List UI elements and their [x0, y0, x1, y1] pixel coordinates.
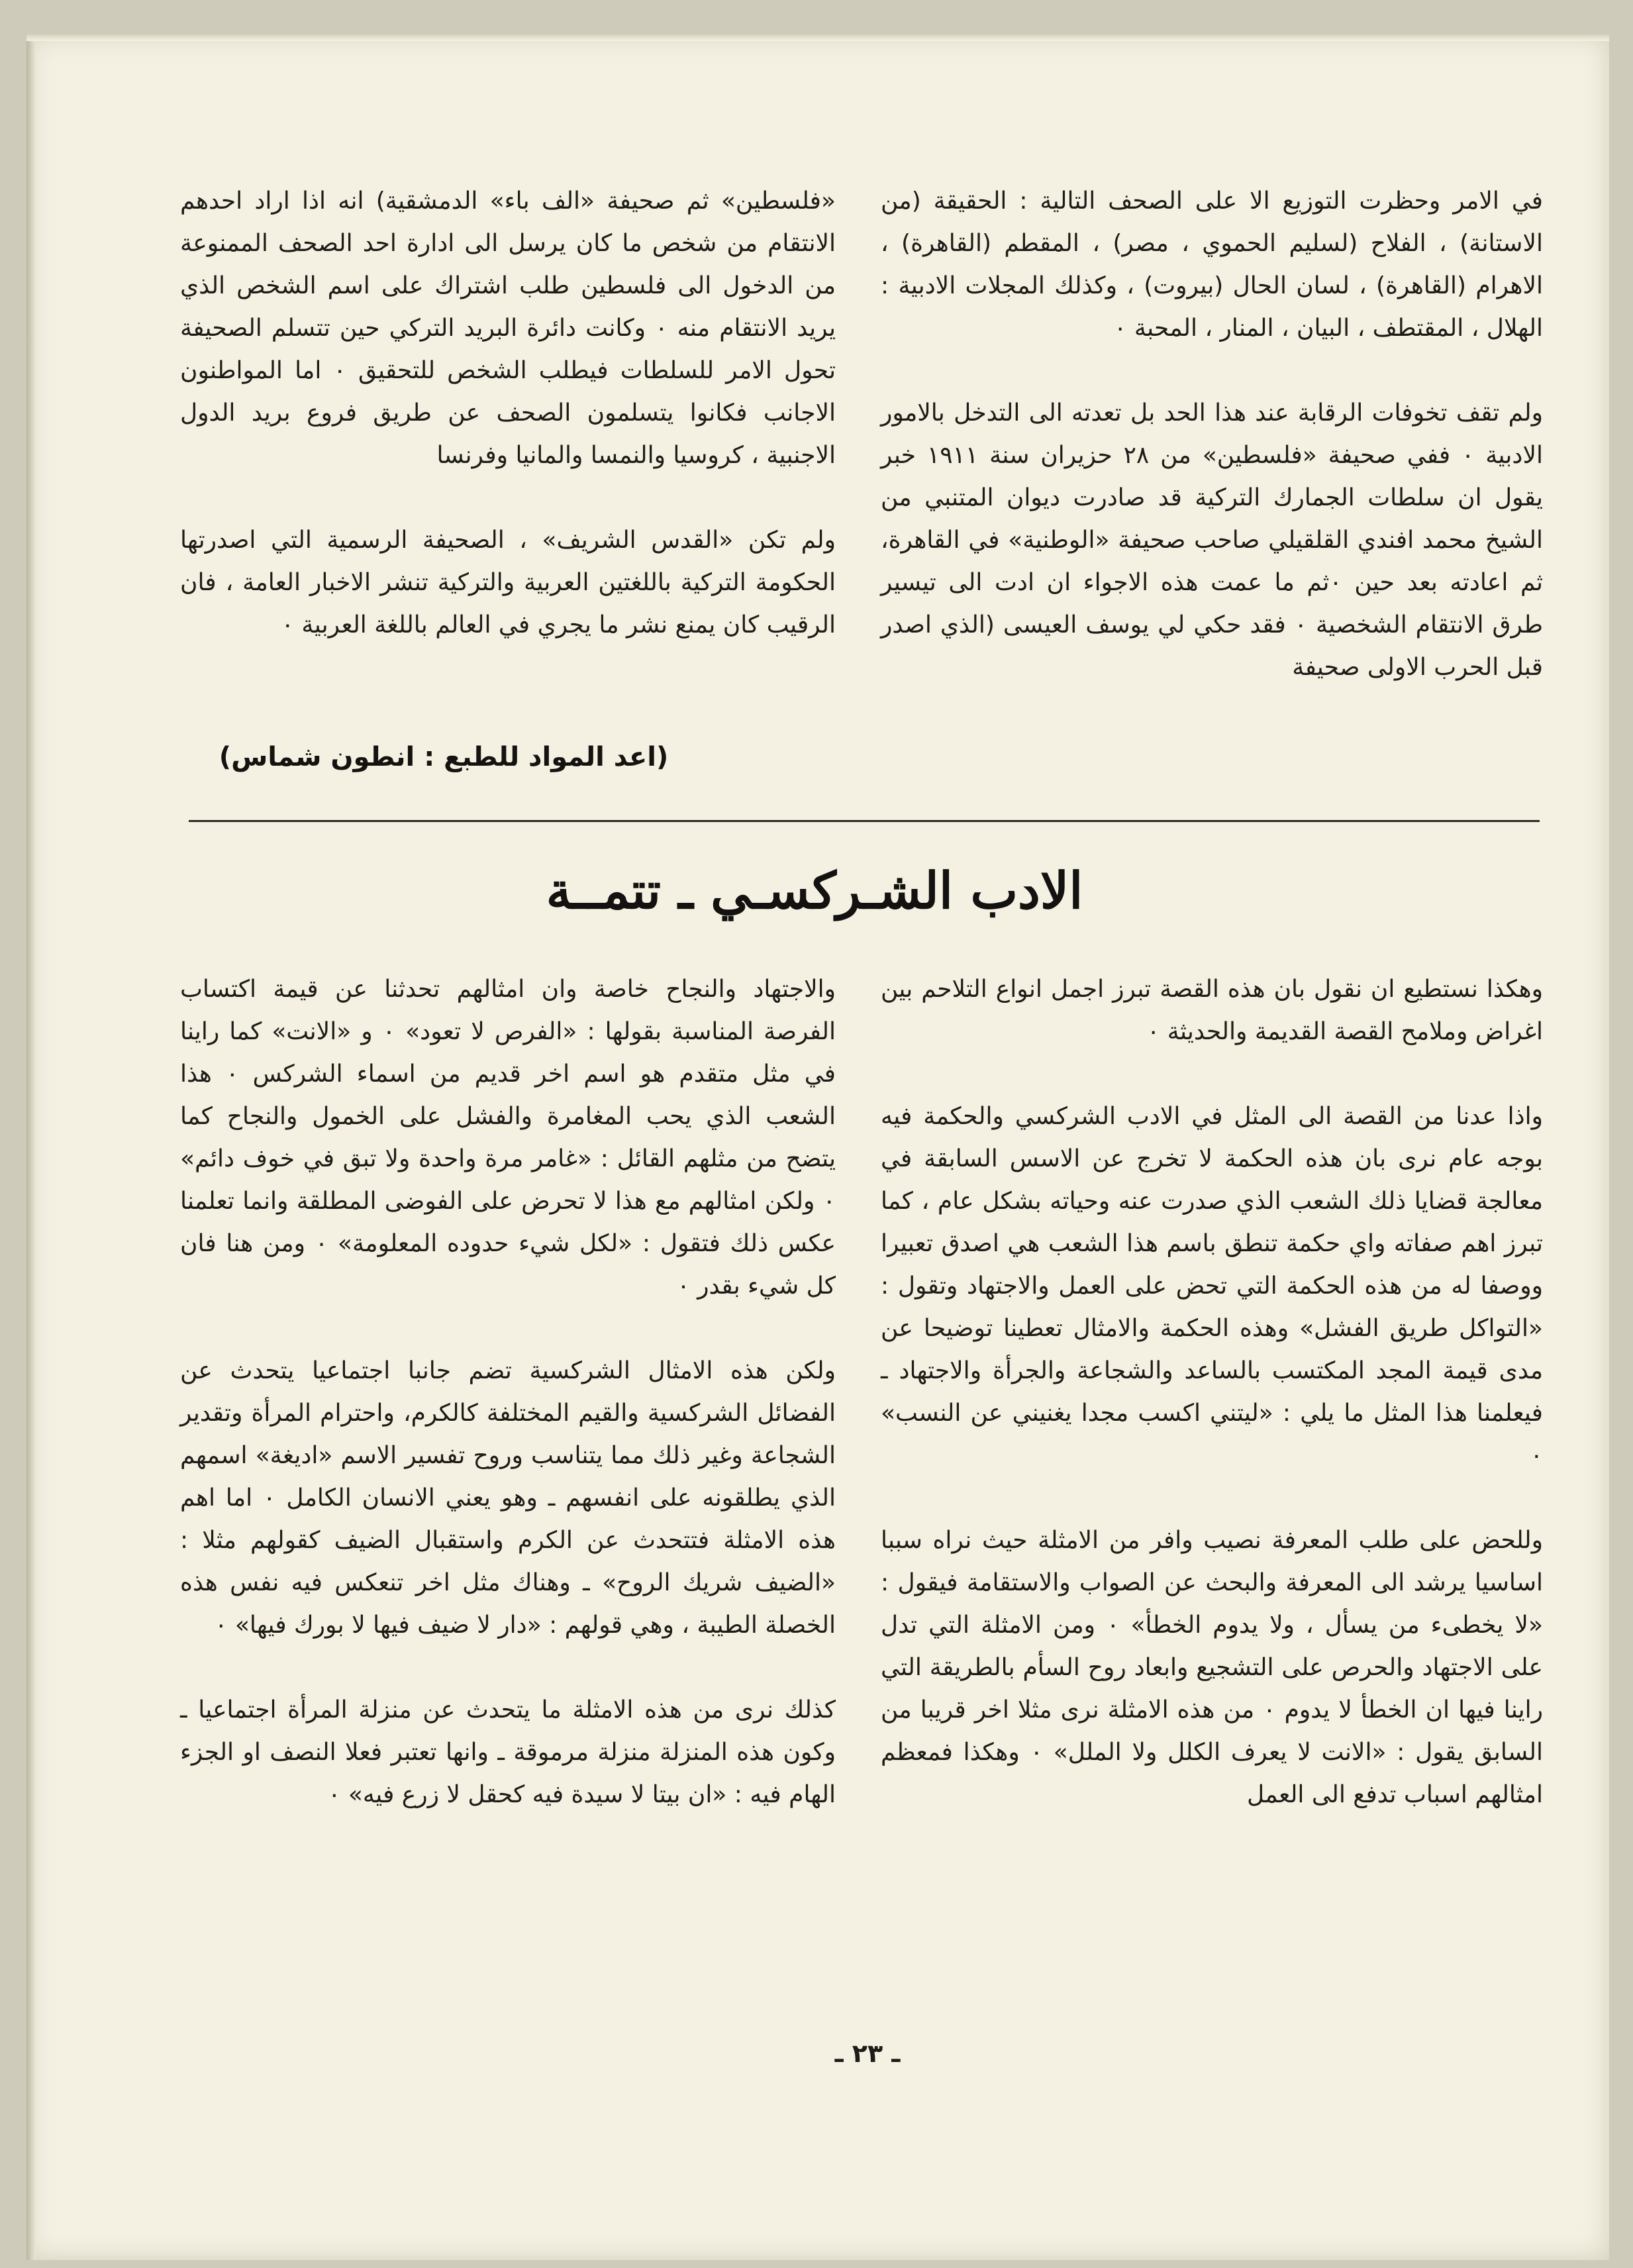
paragraph: واذا عدنا من القصة الى المثل في الادب الشركسي والحكمة فيه بوجه عام نرى بان هذه الحكمة لا تخرج عن الاسس السابقة في معالجة قضايا ذلك الشعب الذي صدرت عنه وحياته بشكل عام ، كما تبرز اهم صفاته واي حكمة تنطق باسم هذا الشعب هي اصدق تعبيرا ووصفا له من هذه الحكمة التي تحض على العمل والاجتهاد وتقول : «التواكل طريق الفشل» وهذه الحكمة والامثال تعطينا توضيحا عن مدى قيمة المجد المكتسب بالساعد والشجاعة والجرأة والاجتهاد ـ فيعلمنا هذا المثل ما يلي : «ليتني اكسب مجدا يغنيني عن النسب» ٠: [881, 1103, 1543, 1469]
paragraph: ولكن هذه الامثال الشركسية تضم جانبا اجتماعيا يتحدث عن الفضائل الشركسية والقيم المختلفة كالكرم، واحترام المرأة وتقدير الشجاعة وغير ذلك مما يتناسب وروح تفسير الاسم «اديغة» اسمهم الذي يطلقونه على انفسهم ـ وهو يعني الانسان الكامل ٠ اما اهم هذه الامثلة فتتحدث عن الكرم واستقبال الضيف كقولهم مثلا : «الضيف شريك الروح» ـ وهناك مثل اخر تنعكس فيه نفس هذه الخصلة الطيبة ، وهي قولهم : «دار لا ضيف فيها لا بورك فيها» ٠: [180, 1357, 836, 1639]
page-fold-shadow: [26, 34, 36, 2260]
article-left-column: [180, 968, 836, 1816]
paragraph: في الامر وحظرت التوزيع الا على الصحف التالية : الحقيقة (من الاستانة) ، الفلاح (لسليم الحموي ، مصر) ، المقطم (القاهرة) ، الاهرام (القاهرة) ، لسان الحال (بيروت) ، وكذلك المجلات الادبية : الهلال ، المقتطف ، البيان ، المنار ، المحبة ٠: [881, 187, 1543, 342]
paragraph: والاجتهاد والنجاح خاصة وان امثالهم تحدثنا عن قيمة اكتساب الفرصة المناسبة بقولها : «الفرص لا تعود» ٠ و «الانت» كما راينا في مثل متقدم هو اسم اخر قديم من اسماء الشركس ٠ هذا الشعب الذي يحب المغامرة والفشل على الخمول والنجاح كما يتضح من مثلهم القائل : «غامر مرة واحدة ولا تبق في خوف دائم» ٠ ولكن امثالهم مع هذا لا تحرض على الفوضى المطلقة وانما تعلمنا عكس ذلك فتقول : «لكل شيء حدوده المعلومة» ٠ ومن هنا فان كل شيء بقدر ٠: [180, 976, 836, 1300]
page-number: ـ ٢٣ ـ: [834, 2039, 901, 2068]
paragraph: ولم تكن «القدس الشريف» ، الصحيفة الرسمية التي اصدرتها الحكومة التركية باللغتين العربية والتركية تنشر الاخبار العامة ، فان الرقيب كان يمنع نشر ما يجري في العالم باللغة العربية ٠: [180, 527, 836, 639]
article-right-column: [881, 968, 1543, 1816]
paragraph: كذلك نرى من هذه الامثلة ما يتحدث عن منزلة المرأة اجتماعيا ـ وكون هذه المنزلة منزلة مرموقة ـ وانها تعتبر فعلا النصف او الجزء الهام فيه : «ان بيتا لا سيدة فيه كحقل لا زرع فيه» ٠: [180, 1696, 836, 1808]
editor-credit: (اعد المواد للطبع : انطون شماس): [219, 742, 669, 772]
section-divider: [189, 820, 1540, 822]
page-top-edge: [26, 34, 1609, 41]
paragraph: ولم تقف تخوفات الرقابة عند هذا الحد بل تعدته الى التدخل بالامور الادبية ٠ ففي صحيفة «فلسطين» من ٢٨ حزيران سنة ١٩١١ خبر يقول ان سلطات الجمارك التركية قد صادرت ديوان المتنبي من الشيخ محمد افندي القلقيلي صاحب صحيفة «الوطنية» في القاهرة، ثم اعادته بعد حين ٠ثم ما عمت هذه الاجواء ان ادت الى تيسير طرق الانتقام الشخصية ٠ فقد حكي لي يوسف العيسى (الذي اصدر قبل الحرب الاولى صحيفة: [881, 399, 1543, 681]
paragraph: «فلسطين» ثم صحيفة «الف باء» الدمشقية) انه اذا اراد احدهم الانتقام من شخص ما كان يرسل الى ادارة احد الصحف الممنوعة من الدخول الى فلسطين طلب اشتراك على اسم الشخص الذي يريد الانتقام منه ٠ وكانت دائرة البريد التركي حين تتسلم الصحيفة تحول الامر للسلطات فيطلب الشخص للتحقيق ٠ اما المواطنون الاجانب فكانوا يتسلمون الصحف عن طريق فروع بريد الدول الاجنبية ، كروسيا والنمسا والمانيا وفرنسا: [180, 187, 836, 469]
article-headline: الادب الشـركسـي ـ تتمــة: [546, 861, 1083, 920]
top-right-column: [881, 180, 1543, 689]
paragraph: وهكذا نستطيع ان نقول بان هذه القصة تبرز اجمل انواع التلاحم بين اغراض وملامح القصة القديمة والحديثة ٠: [881, 976, 1543, 1045]
top-left-column: [180, 180, 836, 646]
paragraph: وللحض على طلب المعرفة نصيب وافر من الامثلة حيث نراه سببا اساسيا يرشد الى المعرفة والبحث عن الصواب والاستقامة فيقول : «لا يخطىء من يسأل ، ولا يدوم الخطأ» ٠ ومن الامثلة التي تدل على الاجتهاد والحرص على التشجيع وابعاد روح السأم بالطريقة التي راينا فيها ان الخطأ لا يدوم ٠ من هذه الامثلة نرى مثلا اخر قريبا من السابق يقول : «الانت لا يعرف الكلل ولا الملل» ٠ وهكذا فمعظم امثالهم اسباب تدفع الى العمل: [881, 1527, 1543, 1808]
